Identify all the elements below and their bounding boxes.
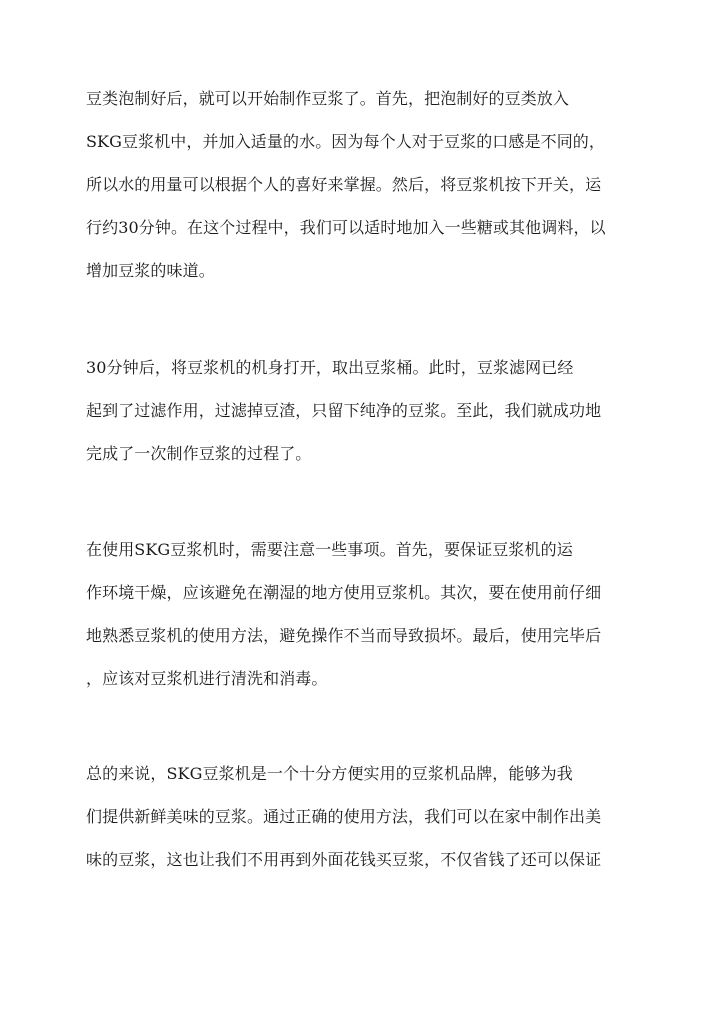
paragraph-1 <box>86 77 634 292</box>
paragraph-line: ，应该对豆浆机进行清洗和消毒。 <box>86 669 328 688</box>
paragraph-line: 豆类泡制好后，就可以开始制作豆浆了。首先，把泡制好的豆类放入 <box>86 89 570 108</box>
paragraph-line: 们提供新鲜美味的豆浆。通过正确的使用方法，我们可以在家中制作出美 <box>86 807 602 826</box>
paragraph-2 <box>86 346 634 475</box>
paragraph-line: 行约30分钟。在这个过程中，我们可以适时地加入一些糖或其他调料，以 <box>86 218 606 237</box>
paragraph-4 <box>86 752 634 881</box>
paragraph-3 <box>86 528 634 700</box>
paragraph-line: 增加豆浆的味道。 <box>86 261 215 280</box>
paragraph-line: 30分钟后，将豆浆机的机身打开，取出豆浆桶。此时，豆浆滤网已经 <box>86 358 574 377</box>
paragraph-line: 总的来说，SKG豆浆机是一个十分方便实用的豆浆机品牌，能够为我 <box>86 764 573 783</box>
paragraph-line: 作环境干燥，应该避免在潮湿的地方使用豆浆机。其次，要在使用前仔细 <box>86 583 602 602</box>
paragraph-line: 所以水的用量可以根据个人的喜好来掌握。然后，将豆浆机按下开关，运 <box>86 175 602 194</box>
paragraph-line: SKG豆浆机中，并加入适量的水。因为每个人对于豆浆的口感是不同的， <box>86 132 605 151</box>
paragraph-line: 完成了一次制作豆浆的过程了。 <box>86 444 312 463</box>
paragraph-line: 在使用SKG豆浆机时，需要注意一些事项。首先，要保证豆浆机的运 <box>86 540 573 559</box>
paragraph-line: 地熟悉豆浆机的使用方法，避免操作不当而导致损坏。最后，使用完毕后 <box>86 626 602 645</box>
paragraph-line: 味的豆浆，这也让我们不用再到外面花钱买豆浆，不仅省钱了还可以保证 <box>86 850 602 869</box>
paragraph-line: 起到了过滤作用，过滤掉豆渣，只留下纯净的豆浆。至此，我们就成功地 <box>86 401 602 420</box>
